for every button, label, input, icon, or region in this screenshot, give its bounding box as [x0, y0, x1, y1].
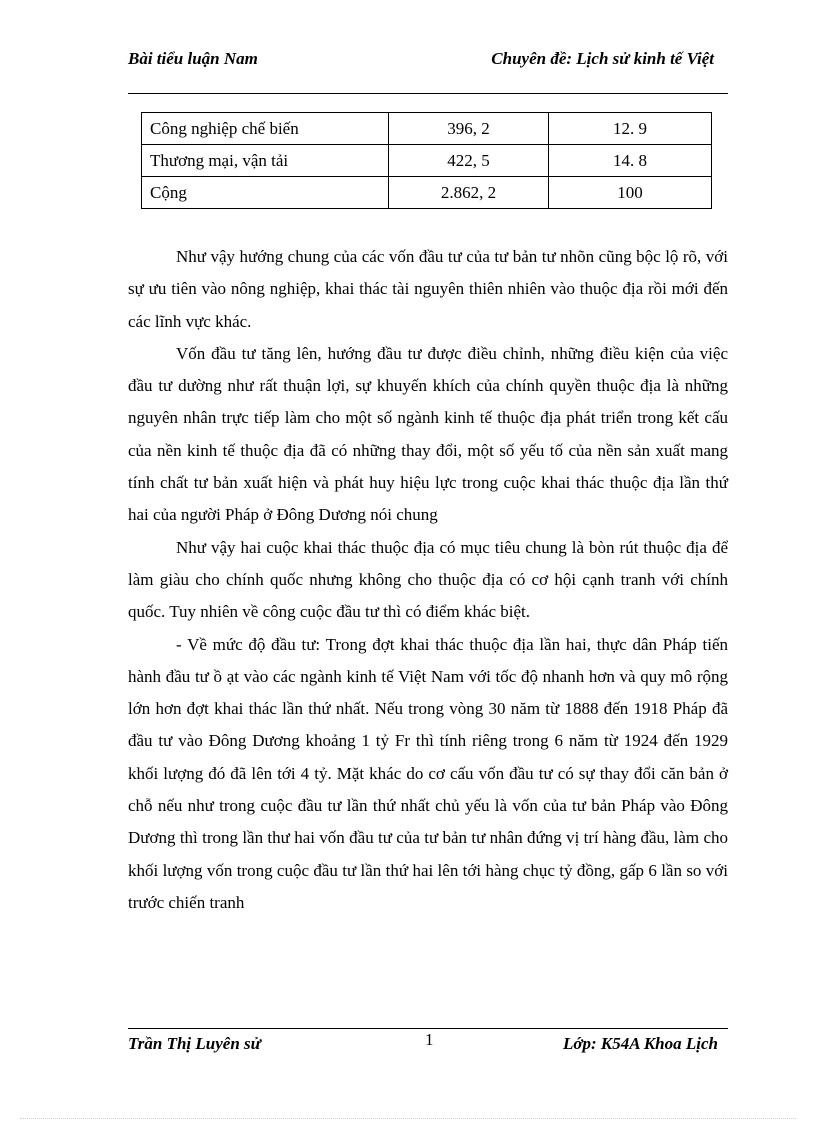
page-number: 1 [425, 1030, 434, 1049]
page-footer [128, 1030, 728, 1078]
body-text [128, 241, 728, 919]
table-cell-sector: Cộng [142, 177, 389, 209]
paragraph: Như vậy hai cuộc khai thác thuộc địa có mục tiêu chung là bòn rút thuộc địa để làm giàu cho chính quốc nhưng không cho thuộc địa có cơ hội cạnh tranh với chính quốc. Tuy nhiên về công cuộc đầu tư thì có điểm khác biệt. [128, 537, 728, 622]
table-cell-amount: 422, 5 [389, 145, 549, 177]
footer-class: Lớp: K54A Khoa Lịch [562, 1034, 718, 1053]
table-row [142, 145, 712, 177]
table-cell-percent: 12. 9 [549, 113, 712, 145]
table-row [142, 113, 712, 145]
investment-table [141, 112, 712, 209]
footer-rule [128, 1028, 728, 1029]
paragraph: - Về mức độ đầu tư: Trong đợt khai thác thuộc địa lần hai, thực dân Pháp tiến hành đầu tư ồ ạt vào các ngành kinh tế Việt Nam với tốc độ nhanh hơn và quy mô rộng lớn hơn đợt khai thác lần thứ nhất. Nếu trong vòng 30 năm từ 1888 đến 1918 Pháp đã đầu tư vào Đông Dương khoảng 1 tỷ Fr thì tính riêng trong 6 năm từ 1924 đến 1929 khối lượng đó đã lên tới 4 tỷ. Mặt khác do cơ cấu vốn đầu tư có sự thay đổi căn bản ở chỗ nếu như trong cuộc đầu tư lần thứ nhất chủ yếu là vốn của tư bản Pháp vào Đông Dương thì trong lần thư hai vốn đầu tư của tư bản tư nhân đứng vị trí hàng đầu, làm cho khối lượng vốn trong cuộc đầu tư lần thứ hai lên tới hàng chục tỷ đồng, gấp 6 lần so với trước chiến tranh [128, 634, 728, 912]
table-cell-percent: 100 [549, 177, 712, 209]
header-rule [128, 93, 728, 94]
header-right-title: Chuyên đề: Lịch sử kinh tế Việt [491, 49, 714, 68]
paragraph: Như vậy hướng chung của các vốn đầu tư của tư bản tư nhõn cũng bộc lộ rõ, với sự ưu tiên vào nông nghiệp, khai thác tài nguyên thiên nhiên vào thuộc địa rồi mới đến các lĩnh vực khác. [128, 247, 728, 331]
page-header [128, 49, 728, 95]
table-cell-sector: Thương mại, vận tải [142, 145, 389, 177]
paragraph: Vốn đầu tư tăng lên, hướng đầu tư được điều chỉnh, những điều kiện của việc đầu tư dường như rất thuận lợi, sự khuyến khích của chính quyền thuộc địa là những nguyên nhân trực tiếp làm cho một số ngành kinh tế thuộc địa phát triển trong kết cấu của nền kinh tế thuộc địa đã có những thay đổi, một số yếu tố của nền sản xuất mang tính chất tư bản xuất hiện và phát huy hiệu lực trong cuộc khai thác thuộc địa lần thứ hai của người Pháp ở Đông Dương nói chung [128, 343, 728, 525]
table-cell-amount: 2.862, 2 [389, 177, 549, 209]
table-cell-percent: 14. 8 [549, 145, 712, 177]
header-left-title: Bài tiểu luận Nam [128, 49, 258, 68]
footer-author: Trần Thị Luyên sử [128, 1034, 261, 1053]
page-bottom-divider [20, 1118, 796, 1119]
table-cell-amount: 396, 2 [389, 113, 549, 145]
table-row [142, 177, 712, 209]
table-cell-sector: Công nghiệp chế biến [142, 113, 389, 145]
